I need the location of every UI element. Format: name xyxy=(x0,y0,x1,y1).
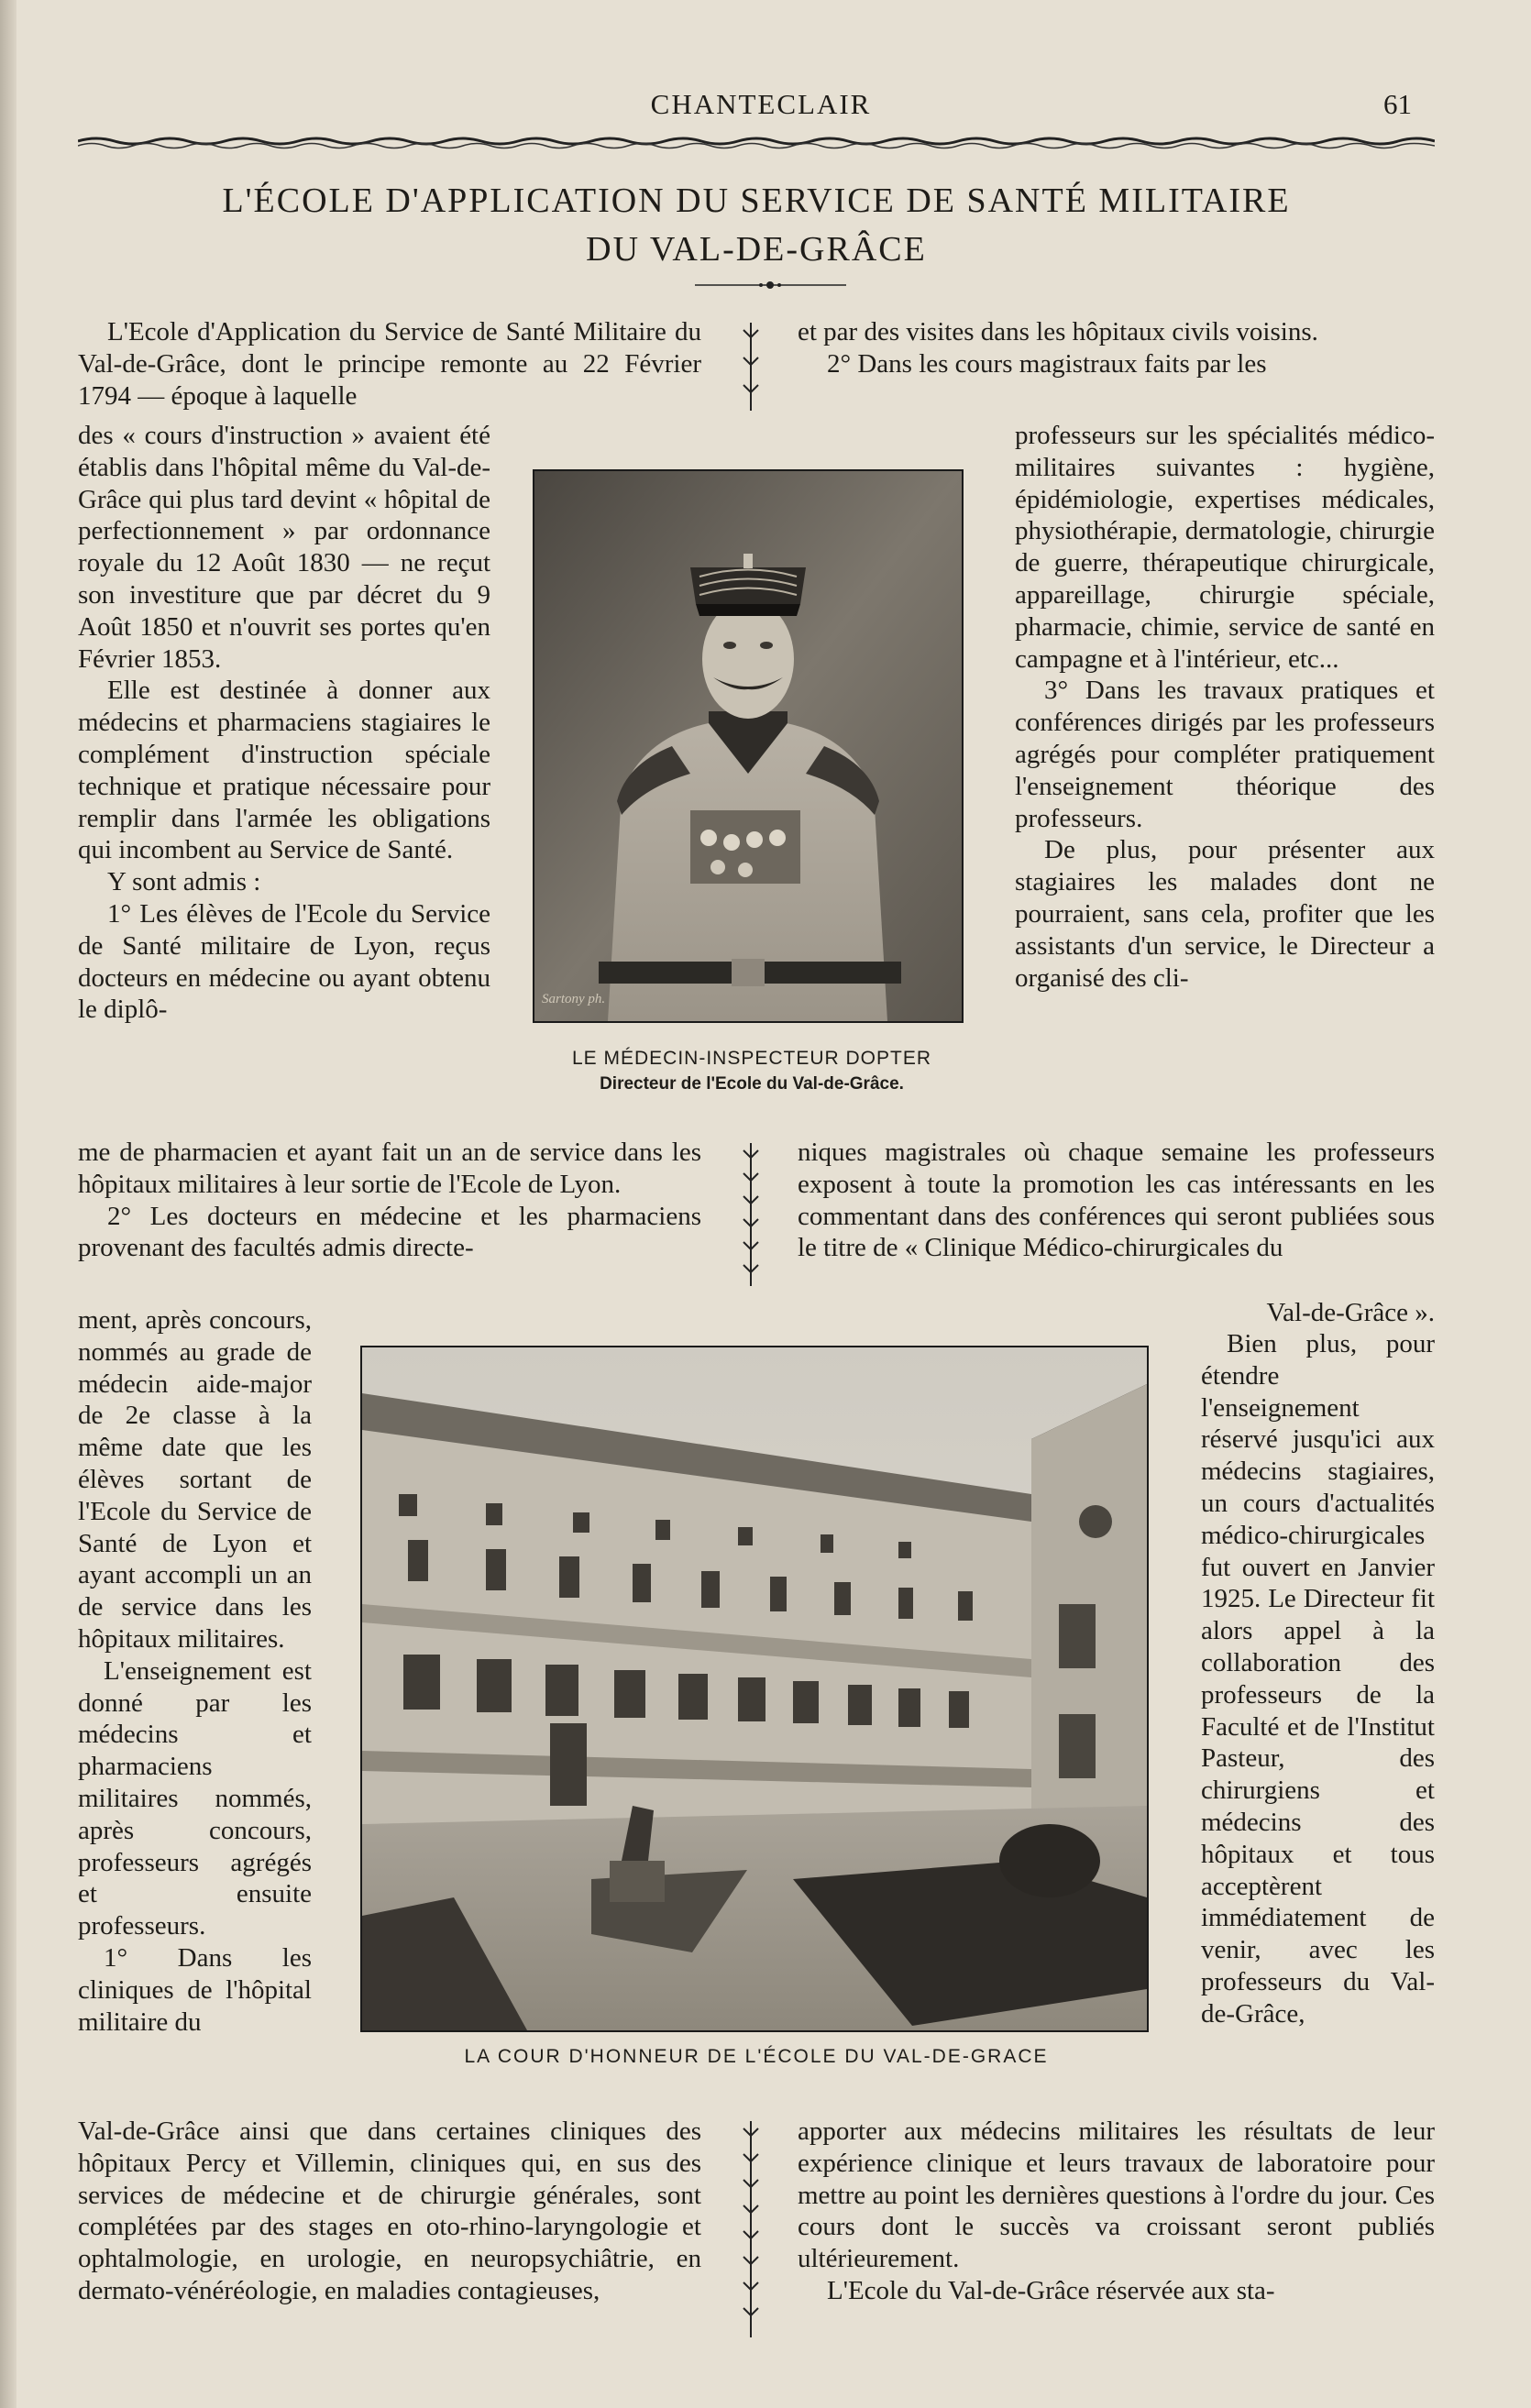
paragraph: De plus, pour présenter aux stagiaires les malades dont ne pourraient, sans cela, profiter que les assistants d'un service, le Directeur a organisé des cli- xyxy=(1015,835,1435,993)
paragraph: apporter aux médecins militaires les résultats de leur expérience clinique et leurs travaux de laboratoire pour mettre au point les dernières questions à l'ordre du jour. Ces cours dont le succès va croissant seront publiés ultérieurement. xyxy=(798,2117,1435,2274)
paragraph: 2° Dans les cours magistraux faits par les xyxy=(827,348,1267,379)
paragraph: 1° Les élèves de l'Ecole du Service de Santé militaire de Lyon, reçus docteurs en médecine ou ayant obtenu le diplô- xyxy=(78,898,490,1025)
left-column-block-1 xyxy=(78,316,701,412)
right-column-block-3 xyxy=(798,1137,1435,1264)
portrait-image xyxy=(534,471,962,1021)
paragraph: Bien plus, pour étendre l'enseignement réservé jusqu'ici aux médecins stagiaires, un cours d'actualités médico-chirurgicales fut ouvert en Janvier 1925. Le Directeur fit alors appel à la collaboration des professeurs de la Faculté et de l'Institut Pasteur, des chirurgiens et médecins des hôpitaux et tous acceptèrent immédiatement de venir, avec les professeurs du Val-de-Grâce, xyxy=(1201,1329,1435,2029)
article-title-line1: L'ÉCOLE D'APPLICATION DU SERVICE DE SANTÉ MILITAIRE xyxy=(222,181,1291,220)
paragraph: Val-de-Grâce ainsi que dans certaines cliniques des hôpitaux Percy et Villemin, cliniques qui, en sus des services de médecine et de chirurgie générales, sont complétées par des stages en oto-rhino-laryngologie et ophtalmologie, en urologie, en neuropsychiâtrie, en dermato-vénéréologie, en maladies contagieuses, xyxy=(78,2117,701,2305)
portrait-caption xyxy=(532,1046,972,1097)
courtyard-image xyxy=(362,1347,1147,2030)
column-divider-ornament xyxy=(741,2119,761,2339)
page-number: 61 xyxy=(1383,88,1412,120)
right-column-block-1 xyxy=(798,316,1435,380)
title-ornament xyxy=(695,278,846,292)
photo-credit: Sartony ph. xyxy=(542,992,606,1006)
paragraph: 2° Les docteurs en médecine et les pharmaciens provenant des facultés admis directe- xyxy=(78,1201,701,1263)
column-divider-ornament xyxy=(741,1141,761,1288)
column-divider-ornament xyxy=(741,321,761,412)
paragraph: et par des visites dans les hôpitaux civils voisins. xyxy=(798,317,1318,346)
right-column-block-5 xyxy=(798,2116,1435,2307)
right-column-block-2 xyxy=(1015,420,1435,994)
article-title-line2: DU VAL-DE-GRÂCE xyxy=(586,230,927,269)
portrait-caption-line1: LE MÉDECIN-INSPECTEUR DOPTER xyxy=(571,1048,932,1069)
header-wavy-rule xyxy=(78,128,1435,156)
portrait-photo xyxy=(533,469,964,1023)
paragraph: Elle est destinée à donner aux médecins et pharmaciens stagiaires le complément d'instruction spéciale technique et pratique nécessaire pour remplir dans l'armée les obligations qui incombent au Service de Santé. xyxy=(78,676,490,865)
paragraph: Val-de-Grâce ». xyxy=(1266,1298,1435,1327)
paragraph: L'Ecole d'Application du Service de Santé Militaire du Val-de-Grâce, dont le principe remonte au 22 Février 1794 — époque à laquelle xyxy=(78,317,701,411)
page-edge-shadow xyxy=(0,0,17,2408)
left-column-block-4 xyxy=(78,1304,312,2038)
left-column-block-5 xyxy=(78,2116,701,2307)
left-column-block-3 xyxy=(78,1137,701,1264)
paragraph: ment, après concours, nommés au grade de médecin aide-major de 2e classe à la même date que les élèves sortant de l'Ecole du Service de Santé de Lyon et ayant accompli un an de service dans les hôpitaux militaires. xyxy=(78,1305,312,1654)
paragraph: L'enseignement est donné par les médecins et pharmaciens militaires nommés, après concours, professeurs agrégés et ensuite professeurs. xyxy=(78,1655,312,1941)
paragraph: des « cours d'instruction » avaient été établis dans l'hôpital même du Val-de-Grâce qui plus tard devint « hôpital de perfectionnement » par ordonnance royale du 12 Août 1830 — ne reçut son investiture que par décret du 9 Août 1850 et n'ouvrit ses portes qu'en Février 1853. xyxy=(78,421,490,674)
courtyard-caption: LA COUR D'HONNEUR DE L'ÉCOLE DU VAL-DE-GRACE xyxy=(464,2046,1049,2067)
portrait-caption-line2: Directeur de l'Ecole du Val-de-Grâce. xyxy=(600,1074,904,1094)
running-header-title: CHANTECLAIR xyxy=(650,88,872,120)
paragraph: L'Ecole du Val-de-Grâce réservée aux sta- xyxy=(827,2275,1275,2305)
paragraph: professeurs sur les spécialités médico-militaires suivantes : hygiène, épidémiologie, expertises médicales, physiothérapie, dermatologie, chirurgie de guerre, thérapeutique chirurgicale, appareillage, chirurgie spéciale, pharmacie, chimie, service de santé en campagne et à l'intérieur, etc... xyxy=(1015,421,1435,674)
paragraph: 3° Dans les travaux pratiques et conférences dirigés par les professeurs agrégés pour compléter pratiquement l'enseignement théorique des professeurs. xyxy=(1015,676,1435,833)
paragraph: me de pharmacien et ayant fait un an de service dans les hôpitaux militaires à leur sortie de l'Ecole de Lyon. xyxy=(78,1138,701,1199)
left-column-block-2 xyxy=(78,420,490,1026)
right-column-block-4 xyxy=(1201,1328,1435,2030)
right-column-line xyxy=(1201,1297,1435,1329)
paragraph: 1° Dans les cliniques de l'hôpital militaire du xyxy=(78,1942,312,2037)
paragraph: niques magistrales où chaque semaine les professeurs exposent à toute la promotion les cas intéressants en les commentant dans des conférences qui seront publiées sous le titre de « Clinique Médico-chirurgicales du xyxy=(798,1138,1435,1263)
courtyard-photo xyxy=(360,1346,1149,2032)
paragraph: Y sont admis : xyxy=(107,867,261,897)
